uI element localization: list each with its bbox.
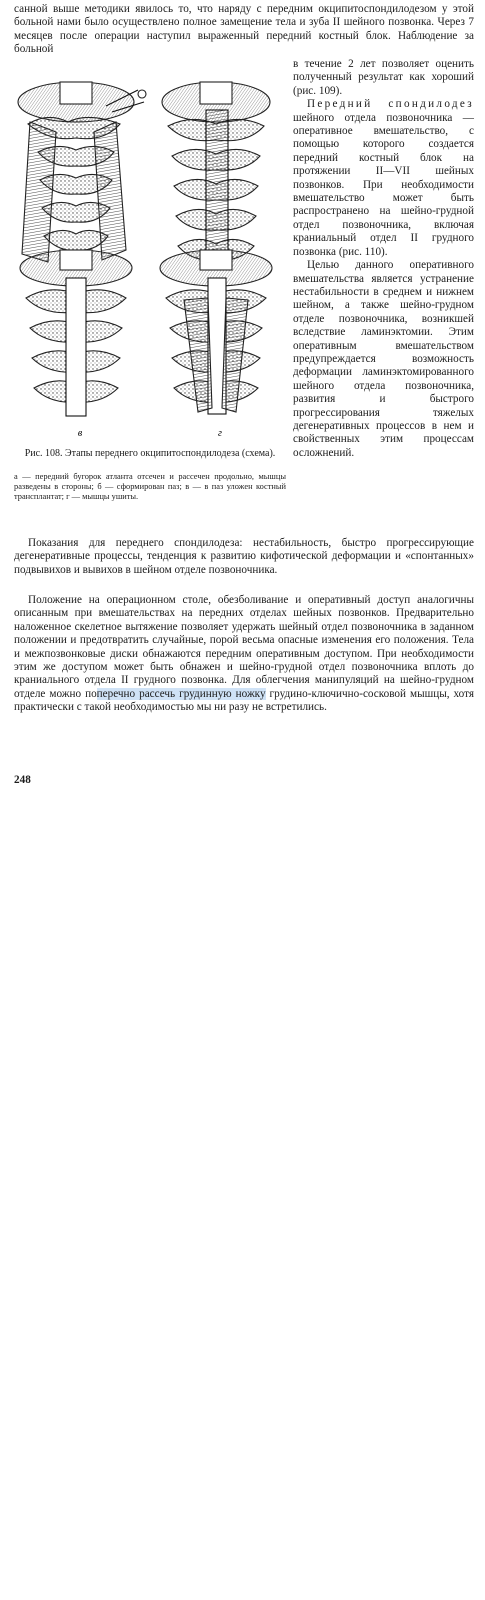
spaced-term: Передний спондилодез — [307, 98, 474, 111]
panel-a-drawing — [18, 82, 146, 262]
panel-b-drawing — [162, 82, 270, 260]
position-text-start: Положение на операционном столе, обезболивание и оперативный доступ аналогичны описанным при вмешательствах на передних отделах шейных позвонков. Предварительно наложенное скелетное вытяжение позволяет удержать шейный отдел позвоночника в заданном положении и предотвратить случайные, порой весьма опасные изменения его положения. Тела и межпозвонковые диски обнажаются передним оперативным доступом. При необходимости этим же доступом может быть обнажен и шейно-грудной отдел позвоночника вплоть до краниального отдела II грудного позвонка. Для облегчения манипуляций на шейно-грудном отделе можно по — [14, 594, 474, 700]
spine-illustration — [8, 72, 286, 444]
panel-d-label: г — [218, 428, 222, 439]
right-col-paragraph-3: Целью данного оперативного вмешательства является устранение нестабильности в среднем и нижнем шейном, а также шейно-грудном отделе позвоночника, возникшей вследствие ламинэктомии. Этим оперативным вмешательством предупреждается возможность деформации ламинэктомированного шейного отдела позвоночника, развития и быстрого прогрессирования тяжелых дегенеративных процессов в нем и свойственных этим процессам осложнений. — [293, 259, 474, 459]
position-paragraph — [14, 594, 474, 715]
figure-108 — [8, 72, 286, 501]
figure-legend: а — передний бугорок атланта отсечен и рассечен продольно, мышцы разведены в стороны; б — сформирован паз; в — в паз уложен костный трансплантат; г — мышцы ушиты. — [14, 472, 286, 501]
indications-paragraph: Показания для переднего спондилодеза: нестабильность, быстро прогрессирующие дегенеративные процессы, тенденция к развитию кифотической деформации и «спонтанных» подвывихов и вывихов в шейном отделе позвоночника. — [14, 537, 474, 576]
right-col-paragraph-2 — [293, 98, 474, 259]
panel-c-drawing — [20, 250, 132, 416]
figure-caption: Рис. 108. Этапы переднего окципитоспондилодеза (схема). — [24, 448, 276, 459]
right-column — [293, 58, 474, 460]
selected-text-highlight[interactable]: перечно рассечь грудинную ножку — [96, 687, 266, 700]
right-col-paragraph-1: в течение 2 лет позволяет оценить полученный результат как хороший (рис. 109). — [293, 58, 474, 97]
page-number: 248 — [14, 774, 31, 786]
intro-paragraph: санной выше методики явилось то, что наряду с передним окципитоспондилодезом у этой больной нами было осуществлено полное замещение тела и зуба II шейного позвонка. Через 7 месяцев после операции наступил выраженный передний костный блок. Наблюдение за больной — [14, 3, 474, 56]
position-text-end: грудино-ключично-сосковой мышцы, хотя практически с такой необходимостью мы ни разу не встретились. — [14, 687, 475, 714]
right-col-paragraph-2-text: шейного отдела позвоночника — оперативное вмешательство, с помощью которого создается передний костный блок на протяжении II—VII шейных позвонков. При необходимости вмешательство может быть распространено на шейно-грудной отдел позвоночника, включая краниальный отдел II грудного позвонка (рис. 110). — [293, 111, 474, 258]
panel-c-label: в — [77, 428, 83, 439]
panel-d-drawing — [160, 250, 272, 414]
